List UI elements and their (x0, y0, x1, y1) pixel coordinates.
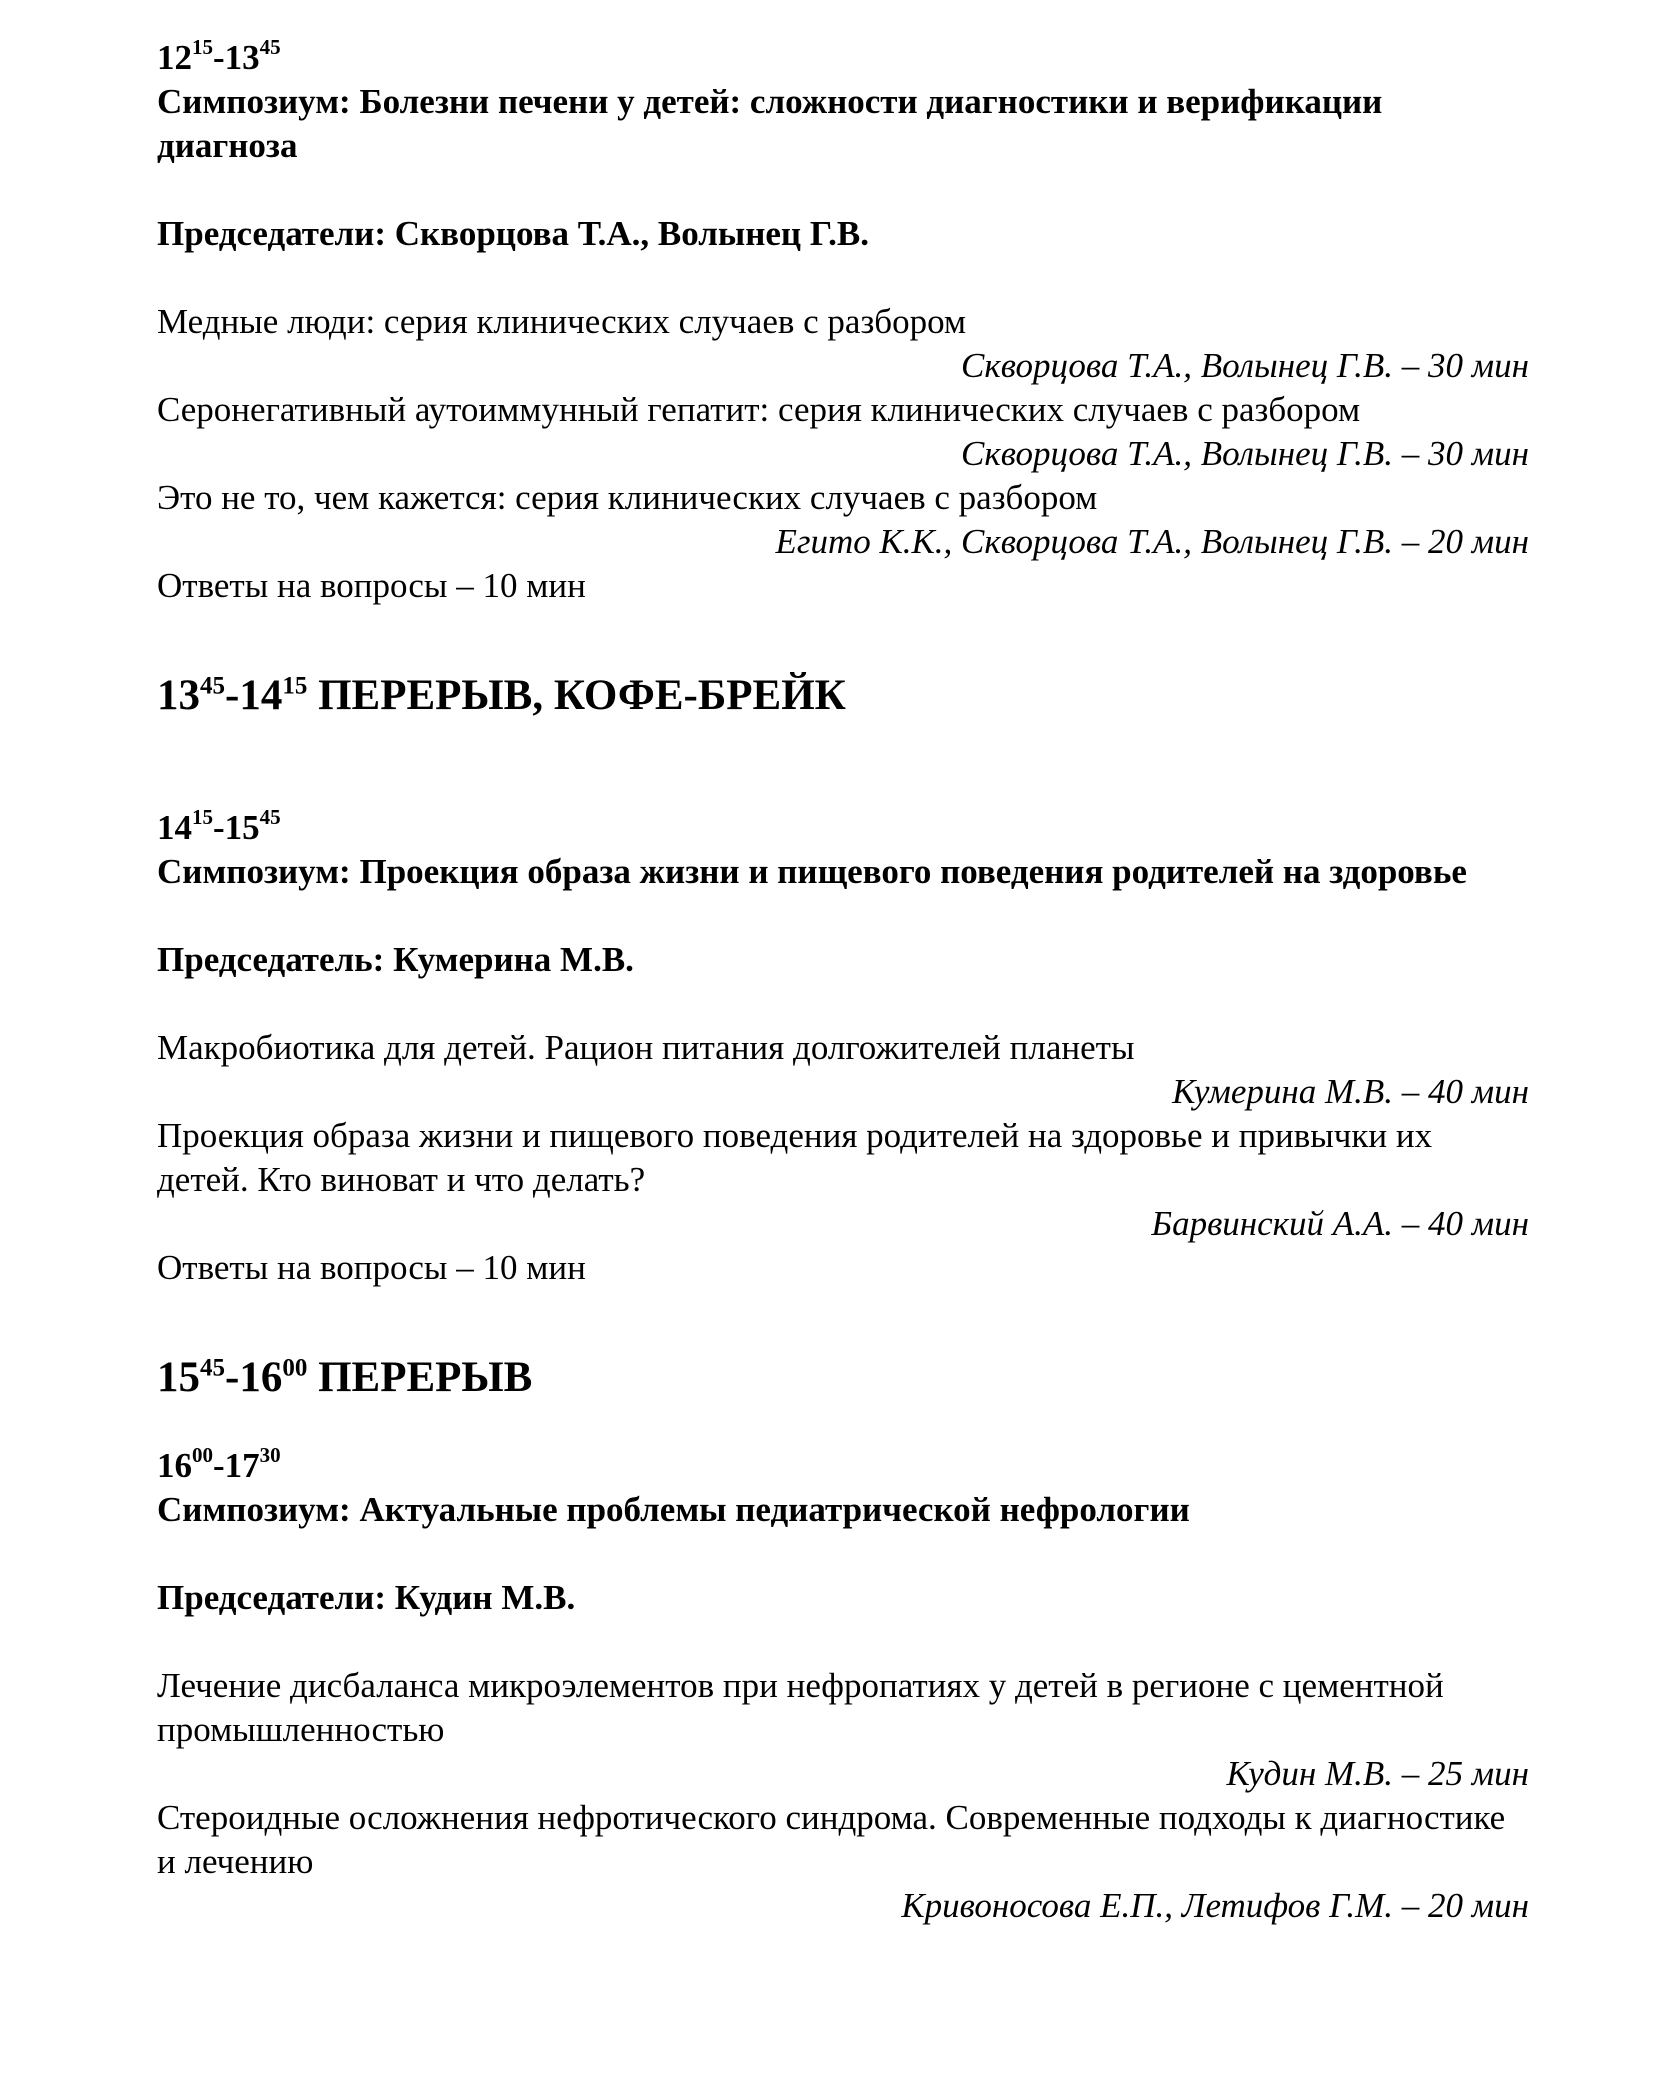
talk-authors: Скворцова Т.А., Волынец Г.В. – 30 мин (961, 434, 1529, 473)
qa-line: Ответы на вопросы – 10 мин (157, 1248, 586, 1287)
talk-title: Макробиотика для детей. Рацион питания долгожителей планеты (157, 1028, 1135, 1067)
session-1 (157, 36, 1529, 608)
talk-title: Лечение дисбаланса микроэлементов при нефропатиях у детей в регионе с цементной промышленностью (157, 1666, 1444, 1749)
session-2 (157, 806, 1529, 1290)
session-chairs: Председатели: Кудин М.В. (157, 1578, 576, 1617)
talk-title: Стероидные осложнения нефротического синдрома. Современные подходы к диагностике и лечению (157, 1798, 1506, 1881)
session-time: $12^{15}-13^{45}$ (157, 35, 281, 77)
talk-title: Проекция образа жизни и пищевого поведения родителей на здоровье и привычки их детей. Кто виноват и что делать? (157, 1116, 1433, 1199)
talk-authors: Егито К.К., Скворцова Т.А., Волынец Г.В. – 20 мин (775, 522, 1529, 561)
session-time: $14^{15}-15^{45}$ (157, 805, 281, 847)
session-time: $16^{00}-17^{30}$ (157, 1443, 281, 1485)
break-1: $13^{45}-14^{15}$ ПЕРЕРЫВ, КОФЕ-БРЕЙК (157, 672, 846, 719)
talk-authors: Кумерина М.В. – 40 мин (1172, 1072, 1529, 1111)
session-title: Симпозиум: Актуальные проблемы педиатрической нефрологии (157, 1490, 1190, 1529)
talk-title: Это не то, чем кажется: серия клинических случаев с разбором (157, 478, 1098, 517)
talk-authors: Скворцова Т.А., Волынец Г.В. – 30 мин (961, 346, 1529, 385)
break-2: $15^{45}-16^{00}$ ПЕРЕРЫВ (157, 1354, 533, 1401)
qa-line: Ответы на вопросы – 10 мин (157, 566, 586, 605)
talk-title: Серонегативный аутоиммунный гепатит: серия клинических случаев с разбором (157, 390, 1361, 429)
talk-authors: Кудин М.В. – 25 мин (1226, 1754, 1529, 1793)
talk-authors: Барвинский А.А. – 40 мин (1151, 1204, 1529, 1243)
session-chairs: Председатель: Кумерина М.В. (157, 940, 634, 979)
session-title: Симпозиум: Болезни печени у детей: сложности диагностики и верификации диагноза (157, 82, 1383, 165)
program-page (157, 36, 1529, 1928)
session-3 (157, 1444, 1529, 1928)
session-title: Симпозиум: Проекция образа жизни и пищевого поведения родителей на здоровье (157, 852, 1467, 891)
talk-title: Медные люди: серия клинических случаев с разбором (157, 302, 967, 341)
session-chairs: Председатели: Скворцова Т.А., Волынец Г.В. (157, 214, 869, 253)
talk-authors: Кривоносова Е.П., Летифов Г.М. – 20 мин (901, 1886, 1529, 1925)
